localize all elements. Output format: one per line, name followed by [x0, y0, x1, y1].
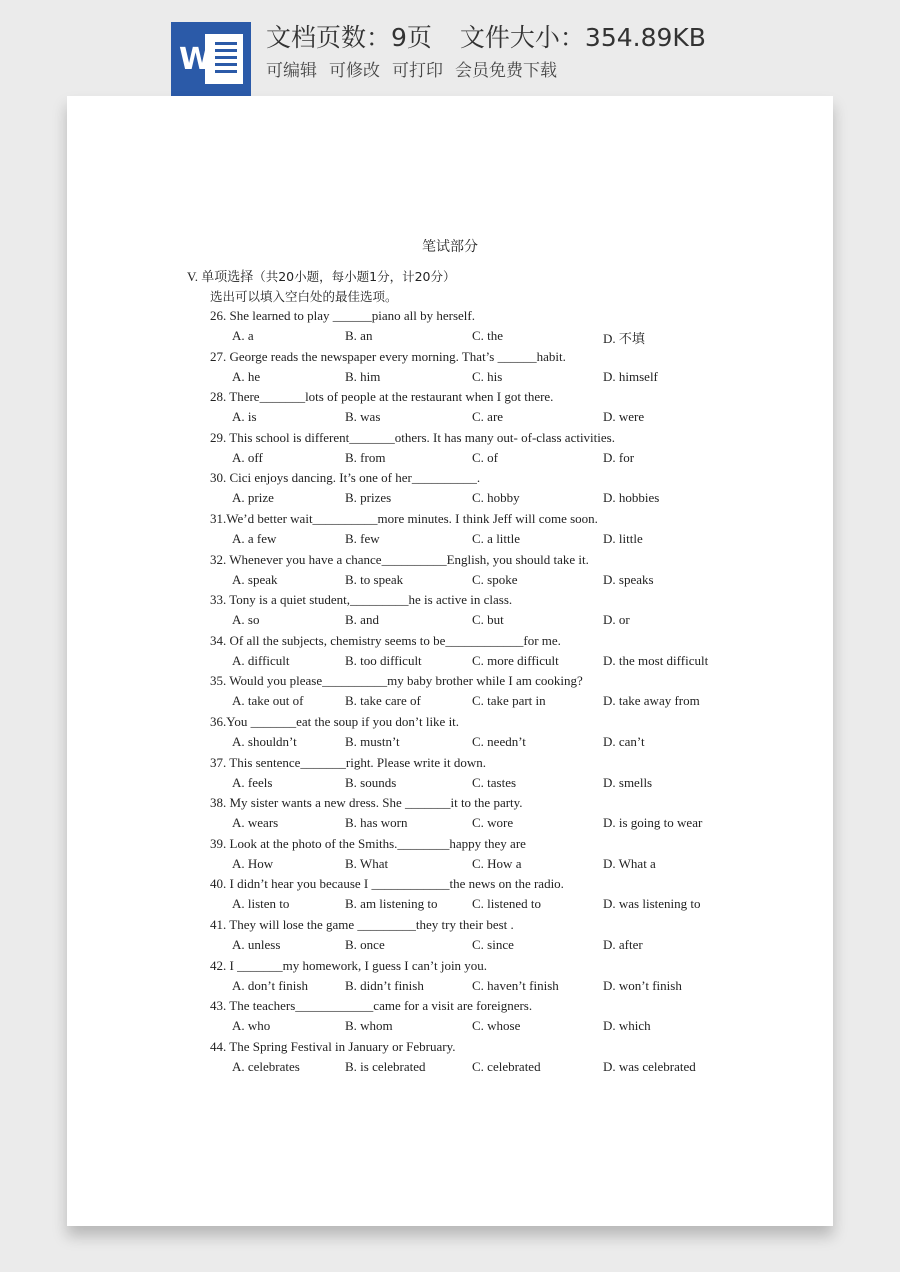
option-b: B. sounds	[345, 774, 397, 790]
feature-printable: 可打印	[392, 61, 443, 81]
option-c: C. his	[472, 368, 503, 384]
question-item	[210, 389, 810, 430]
question-item	[210, 714, 810, 755]
option-c: C. take part in	[472, 693, 546, 709]
option-b: B. am listening to	[345, 896, 438, 912]
question-item	[210, 592, 810, 633]
option-row	[232, 693, 792, 711]
option-b: B. is celebrated	[345, 1058, 426, 1074]
option-row	[232, 450, 792, 468]
option-b: B. from	[345, 449, 386, 465]
option-a: A. he	[232, 368, 261, 384]
option-d: D. What a	[603, 855, 656, 871]
section-note: （共20小题，每小题1分，计20分）	[253, 269, 456, 284]
option-row	[232, 856, 792, 874]
instruction: 选出可以填入空白处的最佳选项。	[210, 289, 398, 304]
option-b: B. didn’t finish	[345, 977, 424, 993]
option-b: B. to speak	[345, 571, 404, 587]
option-row	[232, 572, 792, 590]
question-stem: 30. Cici enjoys dancing. It’s one of her__________.	[210, 470, 481, 486]
option-b: B. was	[345, 409, 381, 425]
question-list	[210, 308, 810, 1079]
option-d: D. himself	[603, 368, 658, 384]
document-page	[67, 96, 833, 1226]
option-a: A. celebrates	[232, 1058, 300, 1074]
option-row	[232, 490, 792, 508]
doc-title: 笔试部分	[422, 239, 478, 255]
question-stem: 32. Whenever you have a chance__________English, you should take it.	[210, 551, 589, 567]
option-a: A. How	[232, 855, 274, 871]
option-c: C. needn’t	[472, 733, 526, 749]
option-d: D. for	[603, 449, 635, 465]
option-a: A. don’t finish	[232, 977, 308, 993]
header-banner	[0, 0, 900, 96]
option-b: B. few	[345, 530, 380, 546]
option-a: A. who	[232, 1018, 271, 1034]
option-a: A. a	[232, 328, 254, 343]
option-b: B. an	[345, 328, 373, 343]
option-c: C. hobby	[472, 490, 520, 506]
option-row	[232, 896, 792, 914]
option-c: C. listened to	[472, 896, 541, 912]
feature-modifiable: 可修改	[329, 61, 380, 81]
option-d: D. which	[603, 1018, 651, 1034]
option-d: D. is going to wear	[603, 815, 703, 831]
question-stem: 39. Look at the photo of the Smiths.________happy they are	[210, 835, 526, 851]
option-a: A. so	[232, 612, 260, 628]
option-row	[232, 734, 792, 752]
question-stem: 28. There_______lots of people at the restaurant when I got there.	[210, 389, 554, 405]
option-c: C. whose	[472, 1018, 521, 1034]
option-b: B. take care of	[345, 693, 421, 709]
option-row	[232, 409, 792, 427]
option-c: C. celebrated	[472, 1058, 541, 1074]
option-c: C. a little	[472, 530, 521, 546]
section-number: V.	[187, 269, 198, 284]
question-stem: 38. My sister wants a new dress. She _______it to the party.	[210, 795, 523, 811]
option-d: D. speaks	[603, 571, 654, 587]
option-c: C. tastes	[472, 774, 517, 790]
option-row	[232, 328, 792, 346]
question-stem: 35. Would you please__________my baby brother while I am cooking?	[210, 673, 583, 689]
option-d: D. were	[603, 409, 645, 425]
option-row	[232, 978, 792, 996]
option-b: B. mustn’t	[345, 733, 400, 749]
feature-free-download: 会员免费下载	[455, 61, 557, 81]
option-d: D. the most difficult	[603, 652, 709, 668]
question-stem: 44. The Spring Festival in January or February.	[210, 1038, 456, 1054]
option-row	[232, 815, 792, 833]
option-b: B. him	[345, 368, 381, 384]
question-item	[210, 958, 810, 999]
question-item	[210, 470, 810, 511]
question-item	[210, 876, 810, 917]
file-size: 文件大小：354.89KB	[459, 23, 706, 52]
option-d: D. can’t	[603, 733, 645, 749]
option-d: D. won’t finish	[603, 977, 682, 993]
question-stem: 40. I didn’t hear you because I ____________the news on the radio.	[210, 876, 564, 892]
option-row	[232, 369, 792, 387]
option-row	[232, 653, 792, 671]
option-c: C. more difficult	[472, 652, 559, 668]
question-item	[210, 308, 810, 349]
question-item	[210, 795, 810, 836]
option-c: C. are	[472, 409, 504, 425]
question-item	[210, 633, 810, 674]
option-row	[232, 937, 792, 955]
section-name: 单项选择	[201, 270, 254, 285]
option-a: A. a few	[232, 530, 277, 546]
question-item	[210, 552, 810, 593]
option-d: D. little	[603, 530, 643, 546]
question-stem: 36.You _______eat the soup if you don’t like it.	[210, 713, 460, 729]
option-row	[232, 1059, 792, 1077]
option-row	[232, 612, 792, 630]
option-c: C. How a	[472, 855, 522, 871]
question-stem: 26. She learned to play ______piano all by herself.	[210, 308, 475, 323]
option-c: C. spoke	[472, 571, 518, 587]
question-item	[210, 836, 810, 877]
option-a: A. speak	[232, 571, 278, 587]
option-a: A. unless	[232, 936, 281, 952]
question-item	[210, 511, 810, 552]
option-d: D. smells	[603, 774, 653, 790]
question-item	[210, 1039, 810, 1080]
question-stem: 41. They will lose the game _________they try their best .	[210, 916, 514, 932]
question-stem: 42. I _______my homework, I guess I can’t join you.	[210, 957, 488, 973]
question-item	[210, 998, 810, 1039]
option-c: C. wore	[472, 815, 514, 831]
option-b: B. What	[345, 855, 389, 871]
option-a: A. listen to	[232, 896, 290, 912]
page-count: 文档页数：9页	[266, 23, 432, 52]
option-d: D. or	[603, 612, 630, 628]
option-d: D. hobbies	[603, 490, 660, 506]
option-b: B. once	[345, 936, 385, 952]
option-a: A. wears	[232, 815, 279, 831]
question-item	[210, 917, 810, 958]
option-d: D. 不填	[603, 331, 645, 346]
word-letter: W	[179, 42, 213, 77]
option-b: B. whom	[345, 1018, 393, 1034]
option-c: C. but	[472, 612, 504, 628]
question-stem: 37. This sentence_______right. Please write it down.	[210, 754, 486, 770]
option-b: B. and	[345, 612, 379, 628]
option-c: C. of	[472, 449, 498, 465]
question-stem: 43. The teachers____________came for a visit are foreigners.	[210, 998, 533, 1014]
word-document-icon	[171, 22, 251, 96]
option-b: B. prizes	[345, 490, 392, 506]
option-row	[232, 531, 792, 549]
option-b: B. too difficult	[345, 652, 422, 668]
question-item	[210, 673, 810, 714]
option-a: A. difficult	[232, 652, 290, 668]
feature-editable: 可编辑	[266, 61, 317, 81]
question-item	[210, 349, 810, 390]
question-stem: 27. George reads the newspaper every morning. That’s ______habit.	[210, 348, 566, 364]
option-a: A. is	[232, 409, 257, 425]
question-item	[210, 755, 810, 796]
question-stem: 29. This school is different_______others. It has many out- of-class activities.	[210, 429, 615, 445]
option-a: A. prize	[232, 490, 274, 506]
section-heading	[187, 266, 456, 285]
option-a: A. shouldn’t	[232, 733, 297, 749]
question-stem: 33. Tony is a quiet student,_________he is active in class.	[210, 592, 513, 608]
feature-list	[266, 56, 569, 81]
option-d: D. after	[603, 936, 643, 952]
option-row	[232, 775, 792, 793]
option-c: C. since	[472, 936, 514, 952]
question-item	[210, 430, 810, 471]
option-d: D. was celebrated	[603, 1058, 696, 1074]
question-stem: 31.We’d better wait__________more minutes. I think Jeff will come soon.	[210, 510, 598, 526]
option-c: C. haven’t finish	[472, 977, 559, 993]
file-info-line	[266, 18, 706, 54]
option-a: A. off	[232, 449, 263, 465]
option-a: A. take out of	[232, 693, 304, 709]
option-d: D. take away from	[603, 693, 700, 709]
option-b: B. has worn	[345, 815, 408, 831]
question-stem: 34. Of all the subjects, chemistry seems to be____________for me.	[210, 632, 561, 648]
option-row	[232, 1018, 792, 1036]
option-c: C. the	[472, 328, 504, 343]
option-a: A. feels	[232, 774, 273, 790]
option-d: D. was listening to	[603, 896, 701, 912]
